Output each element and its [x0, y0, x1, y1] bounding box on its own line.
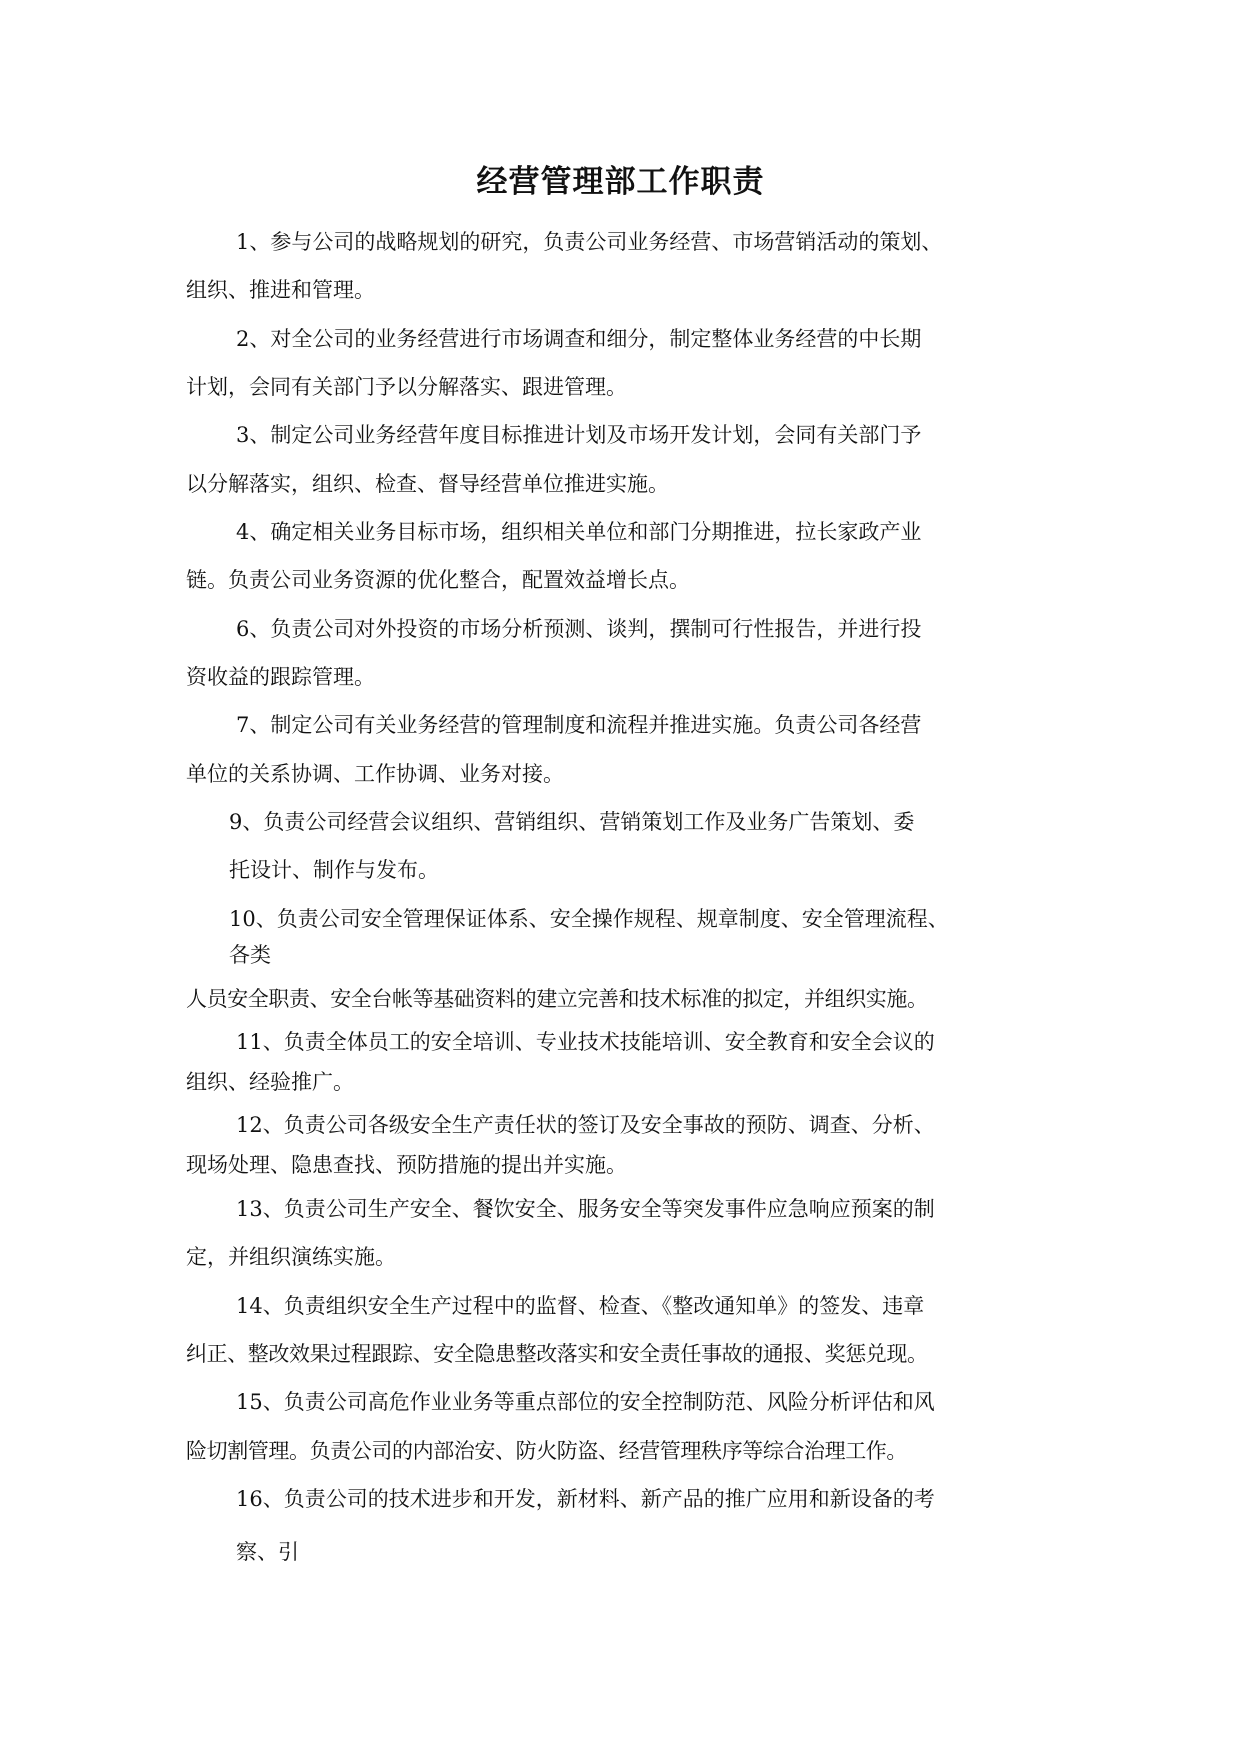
line-10: 资收益的跟踪管理。 [186, 665, 375, 689]
line-11: 7、制定公司有关业务经营的管理制度和流程并推进实施。负责公司各经营 [236, 713, 922, 737]
line-03: 2、对全公司的业务经营进行市场调查和细分，制定整体业务经营的中长期 [236, 327, 922, 351]
line-18: 11、负责全体员工的安全培训、专业技术技能培训、安全教育和安全会议的 [236, 1030, 935, 1054]
line-19: 组织、经验推广。 [186, 1070, 354, 1094]
line-20: 12、负责公司各级安全生产责任状的签订及安全事故的预防、调查、分析、 [236, 1113, 935, 1137]
line-15: 10、负责公司安全管理保证体系、安全操作规程、规章制度、安全管理流程、 [229, 907, 949, 931]
line-25: 纠正、整改效果过程跟踪、安全隐患整改落实和安全责任事故的通报、奖惩兑现。 [186, 1342, 928, 1366]
line-17: 人员安全职责、安全台帐等基础资料的建立完善和技术标准的拟定，并组织实施。 [186, 987, 928, 1011]
line-29: 察、引 [236, 1540, 299, 1564]
line-28: 16、负责公司的技术进步和开发，新材料、新产品的推广应用和新设备的考 [236, 1487, 935, 1511]
line-06: 以分解落实，组织、检查、督导经营单位推进实施。 [186, 472, 669, 496]
line-07: 4、确定相关业务目标市场，组织相关单位和部门分期推进，拉长家政产业 [236, 520, 922, 544]
line-27: 险切割管理。负责公司的内部治安、防火防盗、经营管理秩序等综合治理工作。 [186, 1439, 907, 1463]
line-23: 定，并组织演练实施。 [186, 1245, 396, 1269]
line-16: 各类 [229, 943, 271, 967]
line-09: 6、负责公司对外投资的市场分析预测、谈判，撰制可行性报告，并进行投 [236, 617, 922, 641]
page-title: 经营管理部工作职责 [476, 164, 765, 200]
line-24: 14、负责组织安全生产过程中的监督、检查、《整改通知单》的签发、违章 [236, 1294, 925, 1318]
line-21: 现场处理、隐患查找、预防措施的提出并实施。 [186, 1153, 627, 1177]
line-02: 组织、推进和管理。 [186, 278, 375, 302]
line-08: 链。负责公司业务资源的优化整合，配置效益增长点。 [186, 568, 690, 592]
line-05: 3、制定公司业务经营年度目标推进计划及市场开发计划，会同有关部门予 [236, 423, 922, 447]
line-12: 单位的关系协调、工作协调、业务对接。 [186, 762, 564, 786]
line-01: 1、参与公司的战略规划的研究，负责公司业务经营、市场营销活动的策划、 [236, 230, 943, 254]
line-26: 15、负责公司高危作业业务等重点部位的安全控制防范、风险分析评估和风 [236, 1390, 935, 1414]
line-13: 9、负责公司经营会议组织、营销组织、营销策划工作及业务广告策划、委 [229, 810, 915, 834]
line-04: 计划，会同有关部门予以分解落实、跟进管理。 [186, 375, 627, 399]
line-22: 13、负责公司生产安全、餐饮安全、服务安全等突发事件应急响应预案的制 [236, 1197, 935, 1221]
line-14: 托设计、制作与发布。 [229, 858, 439, 882]
